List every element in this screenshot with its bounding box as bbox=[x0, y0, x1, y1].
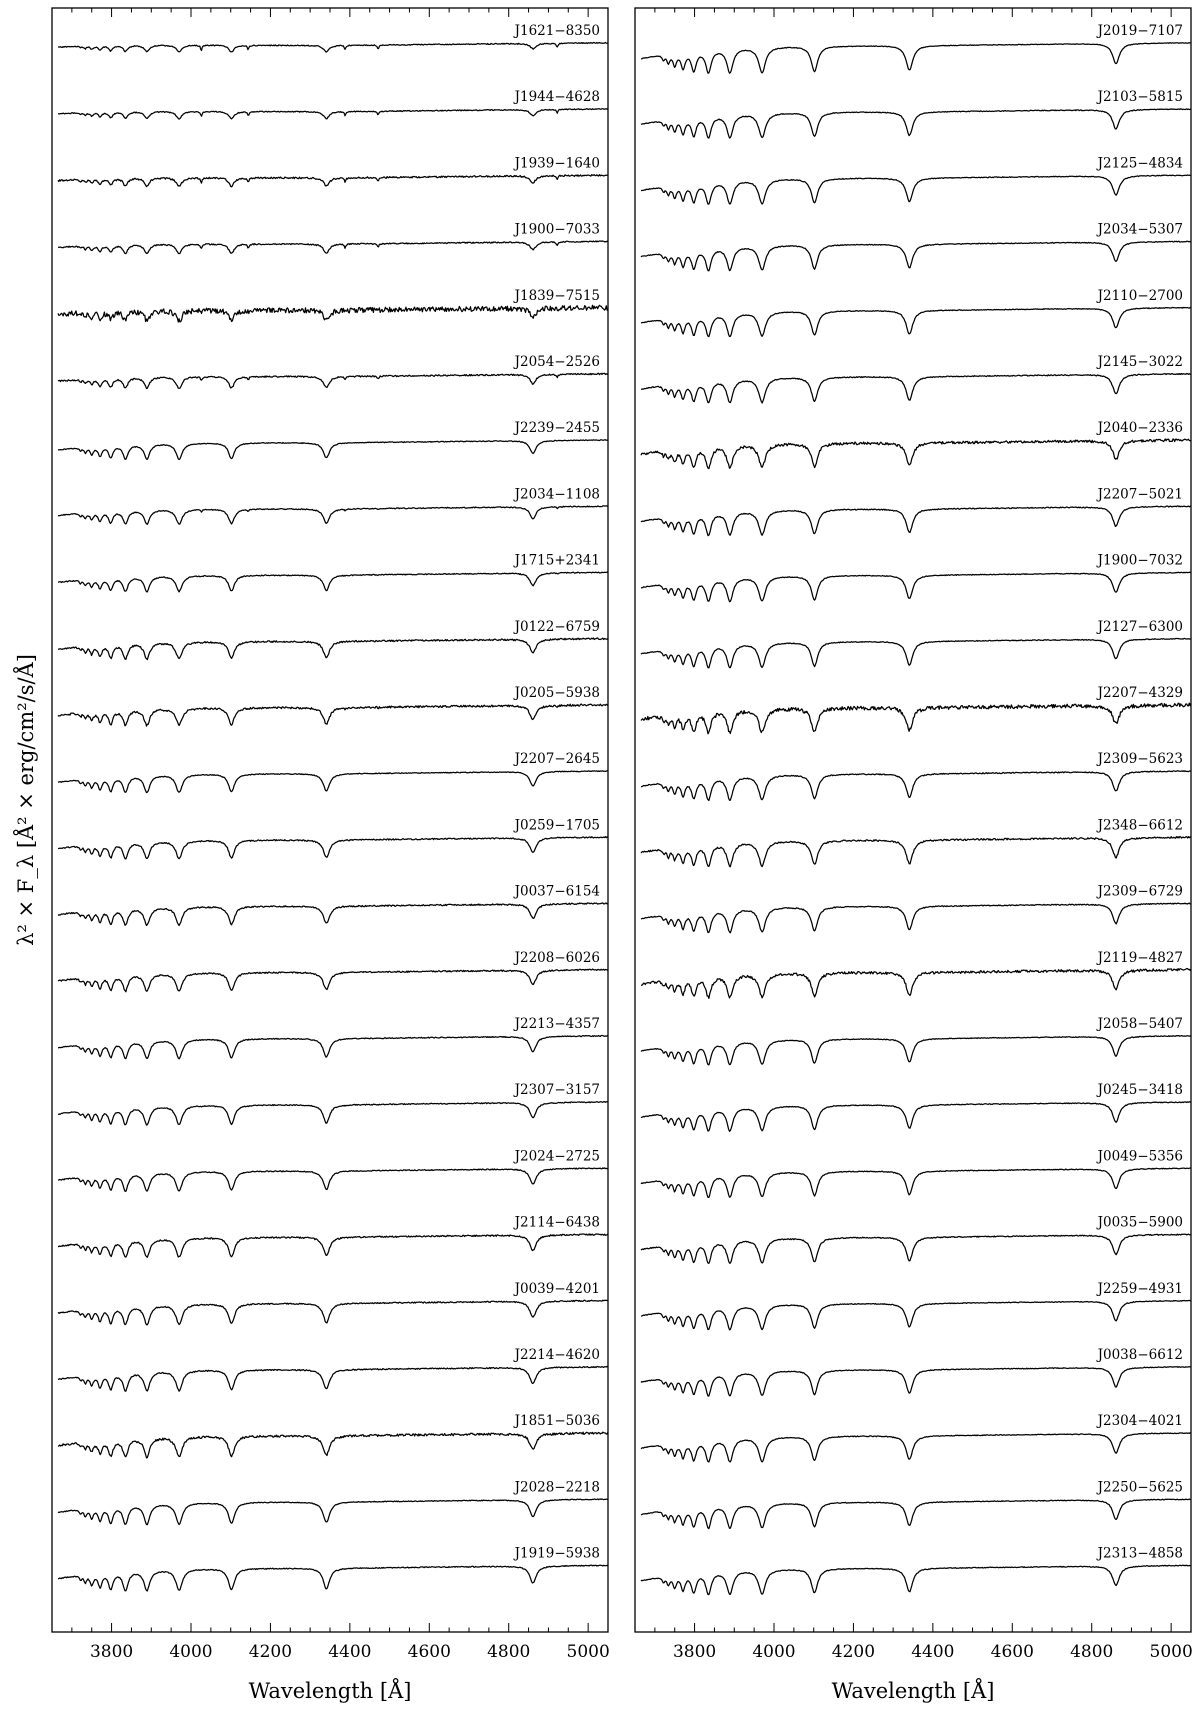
spectrum-line bbox=[641, 439, 1191, 469]
spectrum-line bbox=[641, 572, 1191, 602]
spectrum-label: J2145−3022 bbox=[1097, 354, 1183, 370]
x-axis-label: Wavelength [Å] bbox=[831, 1679, 995, 1703]
x-tick-label: 4200 bbox=[248, 1642, 293, 1662]
spectrum-line bbox=[58, 1168, 608, 1191]
spectrum-label: J2348−6612 bbox=[1097, 817, 1183, 834]
spectrum-line bbox=[641, 307, 1191, 336]
spectrum-line bbox=[641, 374, 1191, 404]
spectrum-line bbox=[58, 1366, 608, 1391]
spectrum-line bbox=[641, 837, 1191, 867]
spectrum-label: J1944−4628 bbox=[514, 89, 600, 106]
spectrum-line bbox=[641, 1102, 1191, 1132]
spectrum-label: J1715+2341 bbox=[514, 552, 600, 569]
x-tick-label: 4000 bbox=[752, 1642, 796, 1662]
spectrum-line bbox=[641, 1168, 1191, 1197]
spectrum-line bbox=[58, 771, 608, 793]
spectrum-line bbox=[58, 1499, 608, 1525]
spectrum-line bbox=[641, 43, 1191, 73]
spectrum-label: J0122−6759 bbox=[514, 618, 600, 635]
spectrum-line bbox=[641, 1433, 1191, 1462]
spectrum-line bbox=[58, 1036, 608, 1059]
spectrum-line bbox=[641, 1234, 1191, 1263]
spectrum-line bbox=[58, 1102, 608, 1125]
spectrum-label: J1839−7515 bbox=[514, 287, 600, 304]
spectrum-line bbox=[641, 1565, 1191, 1594]
spectrum-label: J0037−6154 bbox=[514, 883, 600, 900]
spectrum-label: J2127−6300 bbox=[1097, 618, 1183, 635]
spectrum-label: J2214−4620 bbox=[514, 1347, 600, 1363]
y-axis-label: λ² × F_λ [Å² × erg/cm²/s/Å] bbox=[14, 654, 38, 946]
spectrum-label: J2259−4931 bbox=[1097, 1280, 1183, 1297]
spectrum-line bbox=[641, 241, 1191, 271]
spectrum-label: J2208−6026 bbox=[514, 949, 600, 966]
spectrum-line bbox=[641, 1499, 1191, 1529]
x-tick-label: 3800 bbox=[672, 1642, 717, 1662]
x-tick-label: 4600 bbox=[990, 1642, 1034, 1662]
spectrum-label: J2207−5021 bbox=[1097, 486, 1183, 503]
spectrum-label: J1939−1640 bbox=[514, 155, 600, 172]
spectrum-line bbox=[641, 903, 1191, 933]
x-tick-label: 4200 bbox=[831, 1642, 876, 1662]
spectrum-line bbox=[641, 1367, 1191, 1397]
spectrum-line bbox=[641, 109, 1191, 138]
spectrum-label: J2213−4357 bbox=[514, 1016, 600, 1032]
spectrum-label: J2309−5623 bbox=[1097, 751, 1183, 768]
x-tick-label: 4400 bbox=[911, 1642, 955, 1662]
spectrum-line bbox=[58, 305, 608, 322]
spectrum-line bbox=[641, 175, 1191, 204]
spectrum-line bbox=[641, 703, 1191, 734]
spectrum-line bbox=[641, 638, 1191, 667]
x-tick-label: 4400 bbox=[328, 1642, 372, 1662]
spectrum-line bbox=[641, 1036, 1191, 1065]
spectrum-line bbox=[58, 109, 608, 120]
spectrum-line bbox=[58, 373, 608, 388]
spectrum-label: J2058−5407 bbox=[1097, 1016, 1183, 1032]
spectrum-label: J2307−3157 bbox=[514, 1082, 600, 1099]
spectrum-label: J0038−6612 bbox=[1097, 1347, 1183, 1363]
x-tick-label: 3800 bbox=[89, 1642, 134, 1662]
spectrum-label: J2207−4329 bbox=[1097, 685, 1183, 701]
spectrum-line bbox=[641, 771, 1191, 801]
x-tick-label: 4800 bbox=[1070, 1642, 1114, 1662]
spectrum-line bbox=[58, 572, 608, 592]
spectrum-label: J2114−6438 bbox=[514, 1214, 600, 1231]
spectrum-label: J1621−8350 bbox=[514, 23, 600, 39]
spectrum-line bbox=[58, 506, 608, 525]
spectrum-label: J0049−5356 bbox=[1097, 1148, 1183, 1165]
spectrum-label: J2125−4834 bbox=[1097, 155, 1183, 172]
spectrum-label: J2119−4827 bbox=[1097, 949, 1183, 966]
spectrum-line bbox=[58, 43, 608, 53]
spectrum-line bbox=[58, 1234, 608, 1257]
x-tick-label: 4800 bbox=[487, 1642, 531, 1662]
spectrum-label: J0205−5938 bbox=[514, 685, 600, 701]
spectrum-label: J2304−4021 bbox=[1097, 1413, 1183, 1430]
x-axis-label: Wavelength [Å] bbox=[248, 1679, 412, 1703]
x-tick-label: 4600 bbox=[407, 1642, 451, 1662]
spectrum-line bbox=[58, 704, 608, 726]
spectrum-label: J2250−5625 bbox=[1097, 1479, 1183, 1496]
x-tick-label: 5000 bbox=[1149, 1642, 1193, 1662]
spectrum-line bbox=[58, 1565, 608, 1591]
spectrum-line bbox=[58, 241, 608, 254]
x-tick-label: 4000 bbox=[169, 1642, 213, 1662]
spectra-panel-1 bbox=[52, 8, 610, 1703]
spectrum-line bbox=[58, 903, 608, 926]
spectrum-label: J1900−7032 bbox=[1097, 552, 1183, 569]
spectrum-line bbox=[58, 1300, 608, 1325]
spectrum-label: J0245−3418 bbox=[1097, 1082, 1183, 1099]
spectrum-label: J1919−5938 bbox=[514, 1545, 600, 1562]
spectrum-label: J2024−2725 bbox=[514, 1148, 600, 1165]
spectrum-label: J2028−2218 bbox=[514, 1479, 600, 1496]
spectrum-label: J1900−7033 bbox=[514, 221, 600, 238]
spectrum-line bbox=[58, 638, 608, 660]
spectrum-label: J2054−2526 bbox=[514, 354, 600, 370]
spectrum-line bbox=[58, 175, 608, 187]
spectrum-label: J2207−2645 bbox=[514, 751, 600, 768]
spectrum-label: J0039−4201 bbox=[514, 1280, 600, 1297]
spectrum-label: J2019−7107 bbox=[1097, 23, 1183, 39]
spectrum-line bbox=[58, 1432, 608, 1458]
spectrum-label: J2103−5815 bbox=[1097, 89, 1183, 106]
spectrum-line bbox=[641, 506, 1191, 536]
spectrum-line bbox=[641, 969, 1191, 999]
spectrum-label: J2034−5307 bbox=[1097, 221, 1183, 238]
spectrum-line bbox=[58, 969, 608, 992]
spectrum-label: J0259−1705 bbox=[514, 817, 600, 834]
spectrum-label: J0035−5900 bbox=[1097, 1214, 1183, 1231]
spectrum-label: J2040−2336 bbox=[1097, 420, 1183, 437]
spectrum-line bbox=[58, 837, 608, 859]
x-tick-label: 5000 bbox=[566, 1642, 610, 1662]
spectrum-label: J1851−5036 bbox=[514, 1413, 600, 1430]
spectrum-label: J2313−4858 bbox=[1097, 1545, 1183, 1562]
spectrum-line bbox=[58, 440, 608, 460]
spectrum-label: J2034−1108 bbox=[514, 486, 600, 503]
spectrum-label: J2309−6729 bbox=[1097, 883, 1183, 900]
spectrum-label: J2110−2700 bbox=[1097, 287, 1183, 304]
spectrum-label: J2239−2455 bbox=[514, 420, 600, 437]
spectra-panel-2 bbox=[635, 8, 1193, 1703]
spectrum-line bbox=[641, 1300, 1191, 1329]
